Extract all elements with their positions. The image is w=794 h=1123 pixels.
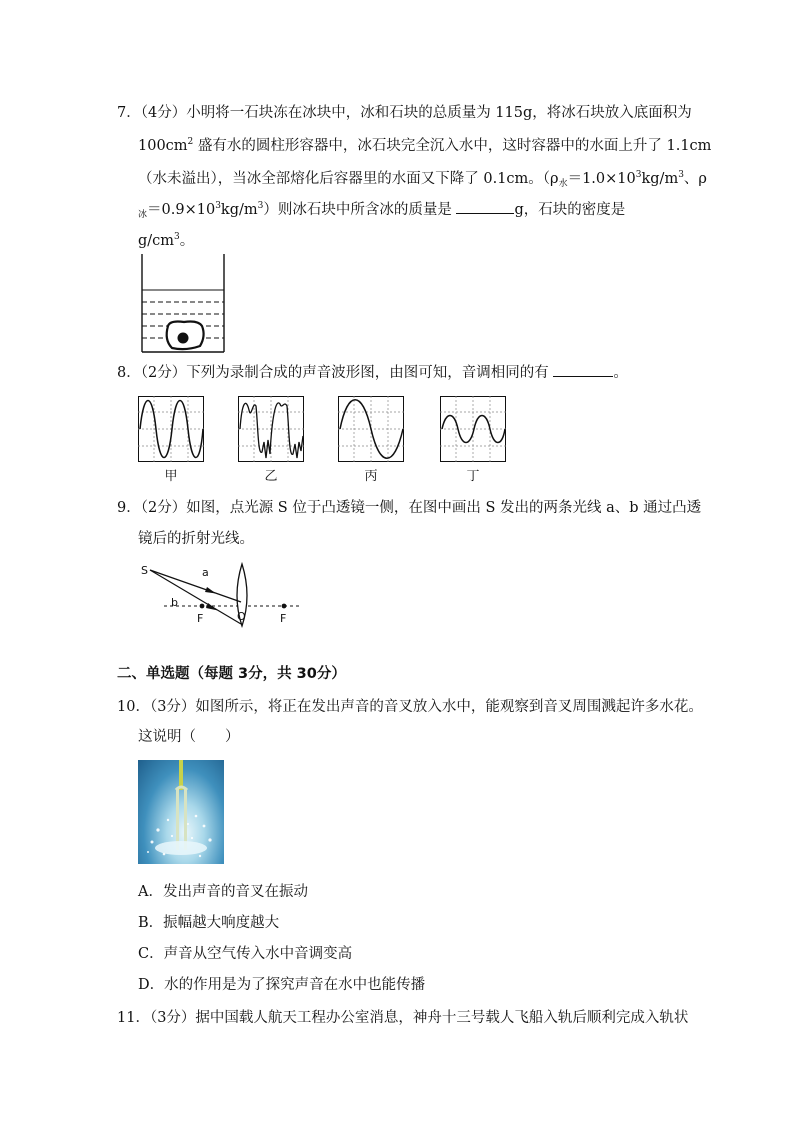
label-f-right: F [280, 612, 287, 625]
waveform-bing [338, 396, 404, 462]
waveform-caption-yi: 乙 [264, 469, 278, 484]
waveform-caption-ding: 丁 [466, 469, 480, 484]
waveform-caption-jia: 甲 [164, 469, 178, 484]
q9-line2: 镜后的折射光线。 [138, 531, 254, 547]
focus-left-point [200, 604, 205, 609]
q10-line2: 这说明（ ） [138, 729, 240, 745]
q7-line3: （水未溢出），当冰全部熔化后容器里的水面又下降了 0.1cm。（$\rho_水=1.0\times 10^3kg/m^3$、ρ [138, 170, 707, 189]
q10-line1: 10．（3分）如图所示，将正在发出声音的音叉放入水中，能观察到音叉周围溅起许多水花。 [117, 699, 703, 715]
q7-line4: $_冰=0.9\times 10^3kg/m^3$）则冰石块中所含冰的质量是 g，石块的密度是 [138, 201, 626, 220]
q8-answer-blank[interactable] [553, 362, 613, 377]
stone [178, 333, 189, 344]
q11-line1: 11．（3分）据中国载人航天工程办公室消息，神舟十三号载人飞船入轨后顺利完成入轨状 [117, 1010, 689, 1026]
q7-answer-blank-1[interactable] [456, 199, 514, 214]
label-o: O [237, 610, 246, 623]
waveform-jia [138, 396, 204, 462]
q9-line1: 9．（2分）如图，点光源 S 位于凸透镜一侧，在图中画出 S 发出的两条光线 a、b 通过凸透 [117, 500, 702, 516]
q7-line5: $g/cm^3$。 [138, 232, 195, 249]
waveform-caption-bing: 丙 [364, 469, 378, 484]
q8-line1: 8．（2分）下列为录制合成的声音波形图，由图可知，音调相同的有 。 [117, 362, 628, 383]
waveform-yi [238, 396, 304, 462]
q9-lens-figure [136, 558, 306, 630]
waveform-ding [440, 396, 506, 462]
q10-option-d[interactable]: D．水的作用是为了探究声音在水中也能传播 [138, 977, 426, 993]
label-s: S [141, 564, 148, 577]
label-b: b [171, 596, 178, 609]
section-title: 二、单选题（每题 3分，共 30分） [117, 666, 346, 682]
q10-option-b[interactable]: B．振幅越大响度越大 [138, 915, 280, 931]
q7-line2: $100cm^2$ 盛有水的圆柱形容器中，冰石块完全沉入水中，这时容器中的水面上升了 1.1cm [138, 137, 712, 154]
tuning-fork-photo [138, 760, 224, 864]
q10-option-c[interactable]: C．声音从空气传入水中音调变高 [138, 946, 353, 962]
focus-right-point [282, 604, 287, 609]
q7-line1: 7．（4分）小明将一石块冻在冰块中，冰和石块的总质量为 115g，将冰石块放入底面积为 [117, 105, 692, 121]
q7-container-figure [140, 254, 230, 354]
label-f-left: F [197, 612, 204, 625]
label-a: a [202, 566, 209, 579]
q10-option-a[interactable]: A．发出声音的音叉在振动 [138, 884, 308, 900]
